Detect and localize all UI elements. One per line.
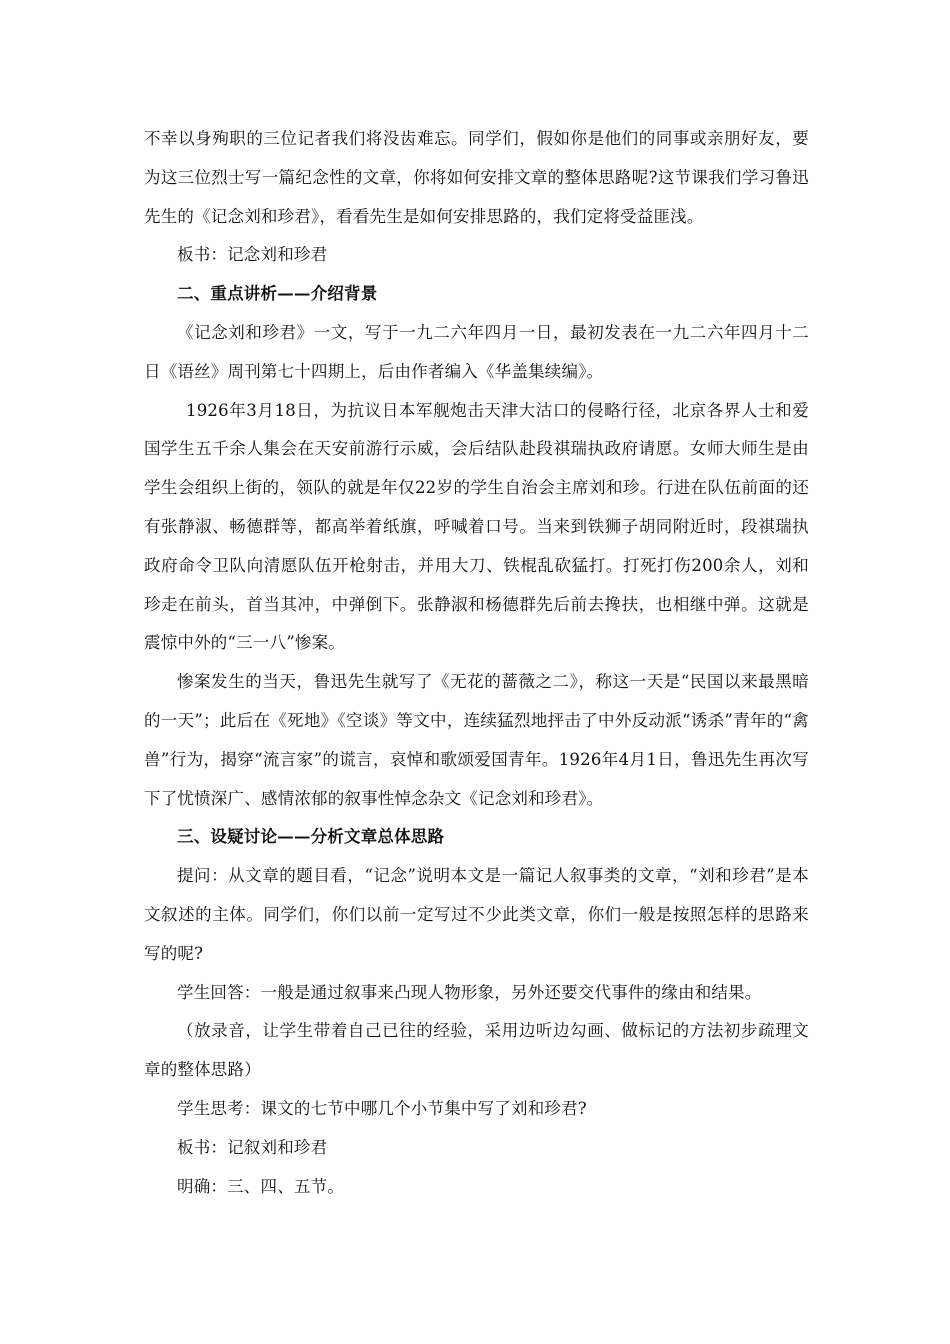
paragraph-intro: 不幸以身殉职的三位记者我们将没齿难忘。同学们，假如你是他们的同事或亲朋好友，要为这三位烈士写一篇纪念性的文章，你将如何安排文章的整体思路呢?这节课我们学习鲁迅先生的《记念刘和珍君》，看看先生是如何安排思路的，我们定将受益匪浅。 [144, 129, 809, 226]
paragraph-massacre: 1926年3月18日，为抗议日本军舰炮击天津大沽口的侵略行径，北京各界人士和爱国学生五千余人集会在天安前游行示威，会后结队赴段祺瑞执政府请愿。女师大师生是由学生会组织上街的，领队的就是年仅22岁的学生自治会主席刘和珍。行进在队伍前面的还有张静淑、畅德群等，都高举着纸旗，呼喊着口号。当来到铁狮子胡同附近时，段祺瑞执政府命令卫队向清愿队伍开枪射击，并用大刀、铁棍乱砍猛打。打死打伤200余人，刘和珍走在前头，首当其冲，中弹倒下。张静淑和杨德群先后前去搀扶，也相继中弹。这就是震惊中外的“三一八”惨案。 [144, 400, 809, 653]
blackboard-note-narrative: 板书：记叙刘和珍君 [177, 1137, 328, 1157]
section-heading-discussion: 三、设疑讨论——分析文章总体思路 [177, 827, 445, 847]
blackboard-note-title: 板书：记念刘和珍君 [177, 245, 328, 265]
paragraph-lu-xun-response: 惨案发生的当天，鲁迅先生就写了《无花的蔷薇之二》，称这一天是“民国以来最黑暗的一天”；此后在《死地》《空谈》等文中，连续猛烈地抨击了中外反动派“诱杀”青年的“禽兽”行为，揭穿“流言家”的谎言，哀悼和歌颂爱国青年。1926年4月1日，鲁迅先生再次写下了忧愤深广、感情浓郁的叙事性悼念杂文《记念刘和珍君》。 [144, 672, 809, 808]
paragraph-recording-note: （放录音，让学生带着自己已往的经验，采用边听边勾画、做标记的方法初步疏理文章的整体思路） [144, 1021, 809, 1080]
paragraph-publication: 《记念刘和珍君》一文，写于一九二六年四月一日，最初发表在一九二六年四月十二日《语丝》周刊第七十四期上，后由作者编入《华盖集续编》。 [144, 322, 809, 381]
document-body [144, 120, 809, 1206]
paragraph-student-answer: 学生回答：一般是通过叙事来凸现人物形象，另外还要交代事件的缘由和结果。 [177, 982, 762, 1002]
paragraph-answer-sections: 明确：三、四、五节。 [177, 1176, 344, 1196]
paragraph-student-thinking: 学生思考：课文的七节中哪几个小节集中写了刘和珍君? [177, 1098, 587, 1118]
paragraph-question: 提问：从文章的题目看，“记念”说明本文是一篇记人叙事类的文章，“刘和珍君”是本文叙述的主体。同学们，你们以前一定写过不少此类文章，你们一般是按照怎样的思路来写的呢? [144, 866, 809, 963]
section-heading-background: 二、重点讲析——介绍背景 [177, 284, 378, 304]
